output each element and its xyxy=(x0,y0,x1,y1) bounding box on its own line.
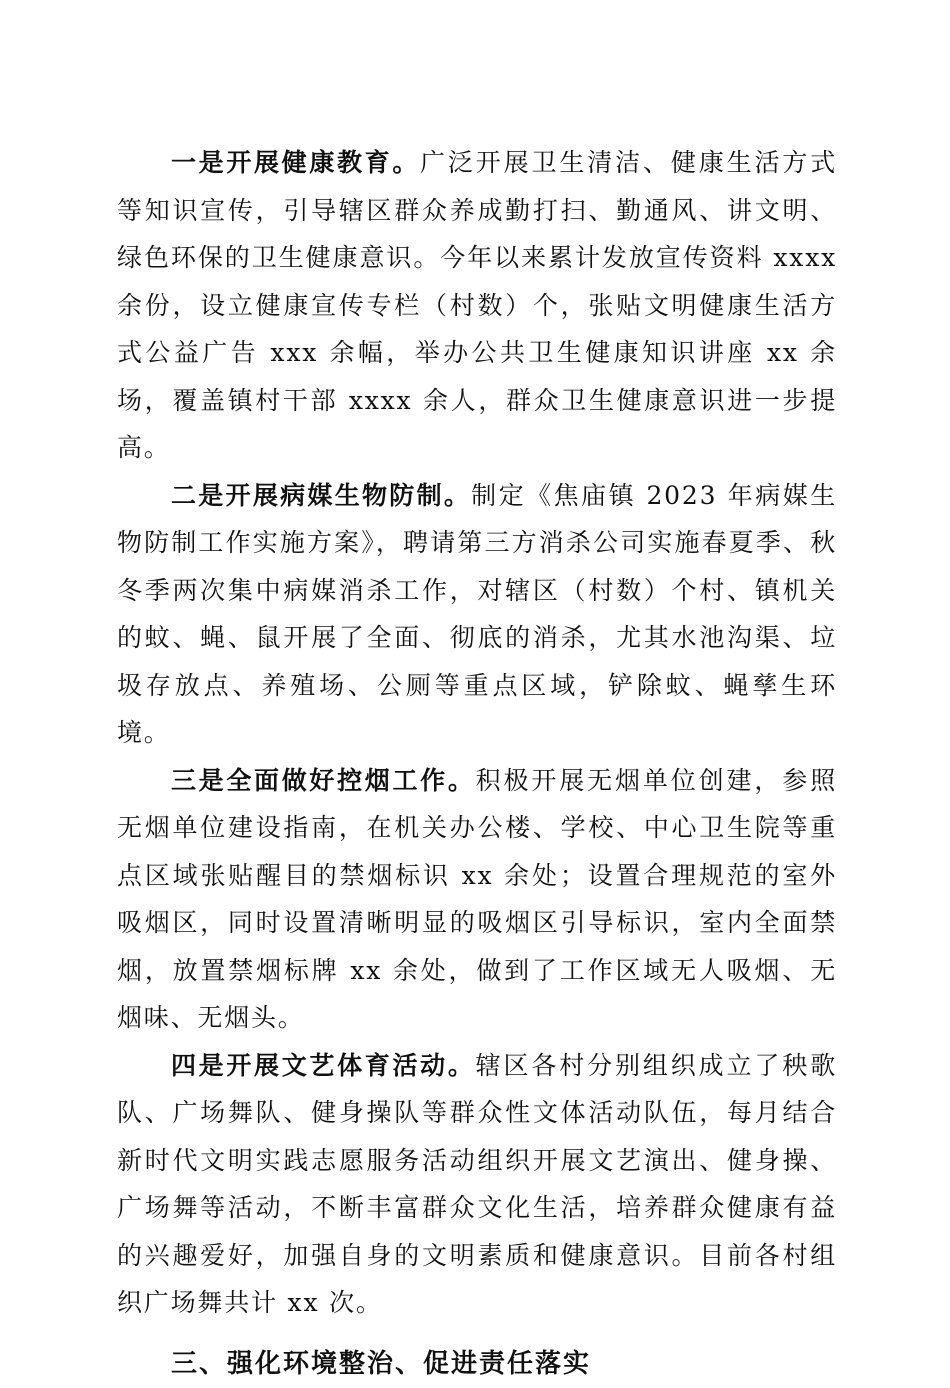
paragraph-text: 辖区各村分别组织成立了秧歌队、广场舞队、健身操队等群众性文体活动队伍，每月结合新时代文明实践志愿服务活动组织开展文艺演出、健身操、广场舞等活动，不断丰富群众文化生活，培养群众健康有益的兴趣爱好，加强自身的文明素质和健康意识。目前各村组织广场舞共计 xx 次。 xyxy=(117,1051,837,1318)
section-heading: 三、强化环境整治、促进责任落实 xyxy=(117,1341,837,1388)
paragraph-text: 制定《焦庙镇 2023 年病媒生物防制工作实施方案》，聘请第三方消杀公司实施春夏季、秋冬季两次集中病媒消杀工作，对辖区（村数）个村、镇机关的蚊、蝇、鼠开展了全面、彻底的消杀，尤其水池沟渠、垃圾存放点、养殖场、公厕等重点区域，铲除蚊、蝇孳生环境。 xyxy=(117,481,837,748)
paragraph-lead: 一是开展健康教育。 xyxy=(171,148,420,177)
paragraph-vector-control xyxy=(117,472,837,757)
paragraph-text: 积极开展无烟单位创建，参照无烟单位建设指南，在机关办公楼、学校、中心卫生院等重点区域张贴醒目的禁烟标识 xx 余处；设置合理规范的室外吸烟区，同时设置清晰明显的吸烟区引导标识，室内全面禁烟，放置禁烟标牌 xx 余处，做到了工作区域无人吸烟、无烟味、无烟头。 xyxy=(117,766,837,1033)
document-body xyxy=(117,139,837,1388)
paragraph-tobacco-control xyxy=(117,757,837,1042)
paragraph-text: 广泛开展卫生清洁、健康生活方式等知识宣传，引导辖区群众养成勤打扫、勤通风、讲文明、绿色环保的卫生健康意识。今年以来累计发放宣传资料 xxxx 余份，设立健康宣传专栏（村数）个，张贴文明健康生活方式公益广告 xxx 余幅，举办公共卫生健康知识讲座 xx 余场，覆盖镇村干部 xxxx 余人，群众卫生健康意识进一步提高。 xyxy=(117,148,837,462)
paragraph-health-education xyxy=(117,139,837,472)
paragraph-lead: 四是开展文艺体育活动。 xyxy=(171,1051,476,1080)
paragraph-lead: 二是开展病媒生物防制。 xyxy=(171,481,471,510)
paragraph-lead: 三是全面做好控烟工作。 xyxy=(171,766,476,795)
paragraph-culture-sports xyxy=(117,1042,837,1327)
